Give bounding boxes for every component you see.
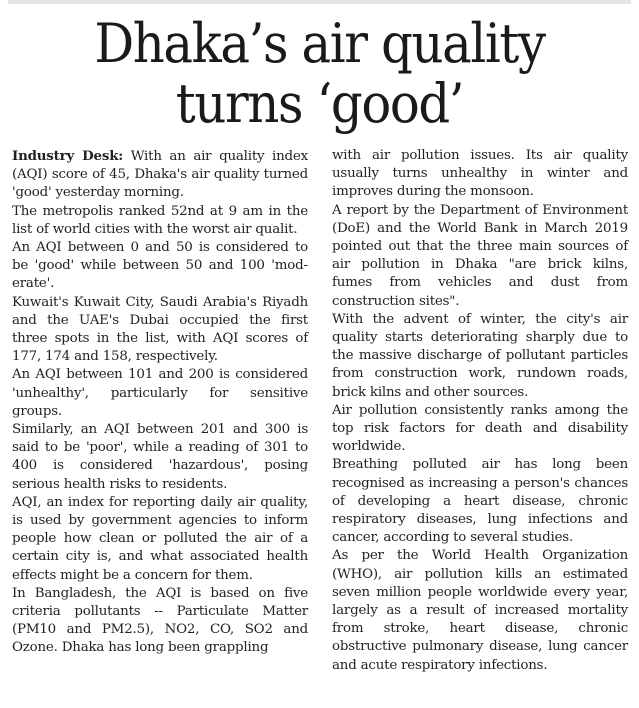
paragraph: Breathing polluted air has long been recognised as increasing a person's chances of developing a heart disease, chronic respiratory diseases, lung infections and cancer, according to several studies. bbox=[332, 457, 628, 546]
paragraph: An AQI between 0 and 50 is considered to be 'good' while between 50 and 100 'moderate'. bbox=[12, 240, 308, 292]
paragraph: A report by the Department of Environment (DoE) and the World Bank in March 2019 pointed out that the three main sources of air pollution in Dhaka "are brick kilns, fumes from vehicles and dust from construction sites". bbox=[332, 202, 628, 309]
headline-line-1: Dhaka’s air quality bbox=[94, 12, 545, 75]
paragraph: with air pollution issues. Its air quality usually turns unhealthy in winter and improves during the monsoon. bbox=[332, 148, 628, 200]
paragraph-text: With an air quality index (AQI) score of 45, Dhaka's air quality turned 'good' yesterday morning. bbox=[12, 149, 308, 201]
paragraph: An AQI between 101 and 200 is considered 'unhealthy', particularly for sensitive groups. bbox=[12, 367, 308, 419]
paragraph bbox=[12, 147, 308, 203]
paragraph: Similarly, an AQI between 201 and 300 is said to be 'poor', while a reading of 301 to 400 is considered 'hazardous', posing serious health risks to residents. bbox=[12, 422, 308, 492]
top-rule bbox=[8, 0, 631, 4]
headline bbox=[26, 14, 614, 134]
paragraph: As per the World Health Organization (WHO), air pollution kills an estimated seven million people worldwide every year, largely as a result of increased mortality from stroke, heart disease, chronic obstructive pulmonary disease, lung cancer and acute respiratory infections. bbox=[332, 548, 628, 673]
paragraph: In Bangladesh, the AQI is based on five criteria pollutants -- Particulate Matter (PM10 and PM2.5), NO2, CO, SO2 and Ozone. Dhaka has long been grappling bbox=[12, 585, 308, 656]
headline-line-2: turns ‘good’ bbox=[175, 72, 464, 135]
byline: Industry Desk: bbox=[12, 148, 124, 164]
article-body bbox=[12, 147, 628, 675]
paragraph: Kuwait's Kuwait City, Saudi Arabia's Riyadh and the UAE's Dubai occupied the first three spots in the list, with AQI scores of 177, 174 and 158, respectively. bbox=[12, 294, 308, 365]
paragraph: With the advent of winter, the city's air quality starts deteriorating sharply due to the massive discharge of pollutant particles from construction work, rundown roads, brick kilns and other sources. bbox=[332, 311, 628, 400]
right-column bbox=[332, 147, 628, 675]
left-column bbox=[12, 147, 308, 675]
paragraph: Air pollution consistently ranks among the top risk factors for death and disability worldwide. bbox=[332, 402, 628, 455]
paragraph: The metropolis ranked 52nd at 9 am in the list of world cities with the worst air qualit. bbox=[12, 203, 308, 237]
paragraph: AQI, an index for reporting daily air quality, is used by government agencies to inform people how clean or polluted the air of a certain city is, and what associated health effects might be a concern for them. bbox=[12, 494, 308, 583]
